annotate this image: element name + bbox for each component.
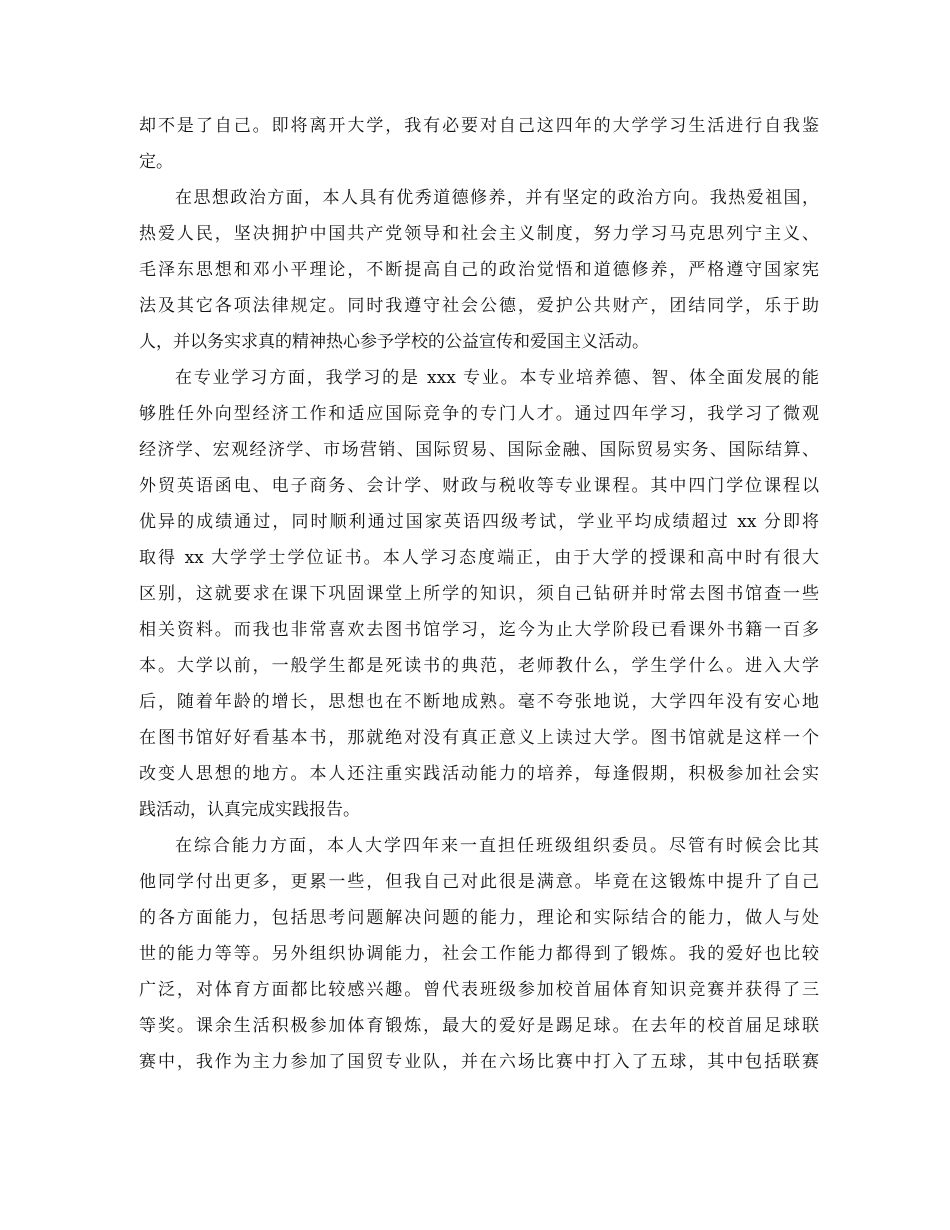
text-line: 经济学、宏观经济学、市场营销、国际贸易、国际金融、国际贸易实务、国际结算、 [139,440,819,460]
paragraph-start-line: 在综合能力方面，本人大学四年来一直担任班级组织委员。尽管有时候会比其 [175,836,819,856]
text-line: 毛泽东思想和邓小平理论，不断提高自己的政治觉悟和道德修养，严格遵守国家宪 [139,260,819,280]
text-line: 广泛，对体育方面都比较感兴趣。曾代表班级参加校首届体育知识竞赛并获得了三 [139,980,819,1000]
document-body [139,108,819,1080]
text-line: 改变人思想的地方。本人还注重实践活动能力的培养，每逢假期，积极参加社会实 [139,764,819,784]
text-line: 外贸英语函电、电子商务、会计学、财政与税收等专业课程。其中四门学位课程以 [139,476,819,496]
text-line: 热爱人民，坚决拥护中国共产党领导和社会主义制度，努力学习马克思列宁主义、 [139,224,819,244]
text-line: 本。大学以前，一般学生都是死读书的典范，老师教什么，学生学什么。进入大学 [139,656,819,676]
text-line: 的各方面能力，包括思考问题解决问题的能力，理论和实际结合的能力，做人与处 [139,908,819,928]
text-line: 等奖。课余生活积极参加体育锻炼，最大的爱好是踢足球。在去年的校首届足球联 [139,1016,819,1036]
paragraph-start-line: 在专业学习方面，我学习的是 xxx 专业。本专业培养德、智、体全面发展的能 [175,368,819,388]
text-line: 取得 xx 大学学士学位证书。本人学习态度端正，由于大学的授课和高中时有很大 [139,548,819,568]
text-line: 赛中，我作为主力参加了国贸专业队，并在六场比赛中打入了五球，其中包括联赛 [139,1052,819,1072]
text-line: 区别，这就要求在课下巩固课堂上所学的知识，须自己钻研并时常去图书馆查一些 [139,584,819,604]
text-line: 相关资料。而我也非常喜欢去图书馆学习，迄今为止大学阶段已看课外书籍一百多 [139,620,819,640]
text-line: 够胜任外向型经济工作和适应国际竞争的专门人才。通过四年学习，我学习了微观 [139,404,819,424]
text-line: 在图书馆好好看基本书，那就绝对没有真正意义上读过大学。图书馆就是这样一个 [139,728,819,748]
text-line: 却不是了自己。即将离开大学，我有必要对自己这四年的大学学习生活进行自我鉴 [139,116,819,136]
text-line: 他同学付出更多，更累一些，但我自己对此很是满意。毕竟在这锻炼中提升了自己 [139,872,819,892]
text-line: 人，并以务实求真的精神热心参予学校的公益宣传和爱国主义活动。 [139,332,649,352]
paragraph-start-line: 在思想政治方面，本人具有优秀道德修养，并有坚定的政治方向。我热爱祖国， [175,188,819,208]
text-line: 世的能力等等。另外组织协调能力，社会工作能力都得到了锻炼。我的爱好也比较 [139,944,819,964]
text-line: 践活动，认真完成实践报告。 [139,800,360,820]
text-line: 定。 [139,152,173,172]
text-line: 后，随着年龄的增长，思想也在不断地成熟。毫不夸张地说，大学四年没有安心地 [139,692,819,712]
text-line: 法及其它各项法律规定。同时我遵守社会公德，爱护公共财产，团结同学，乐于助 [139,296,819,316]
text-line: 优异的成绩通过，同时顺利通过国家英语四级考试，学业平均成绩超过 xx 分即将 [139,512,819,532]
